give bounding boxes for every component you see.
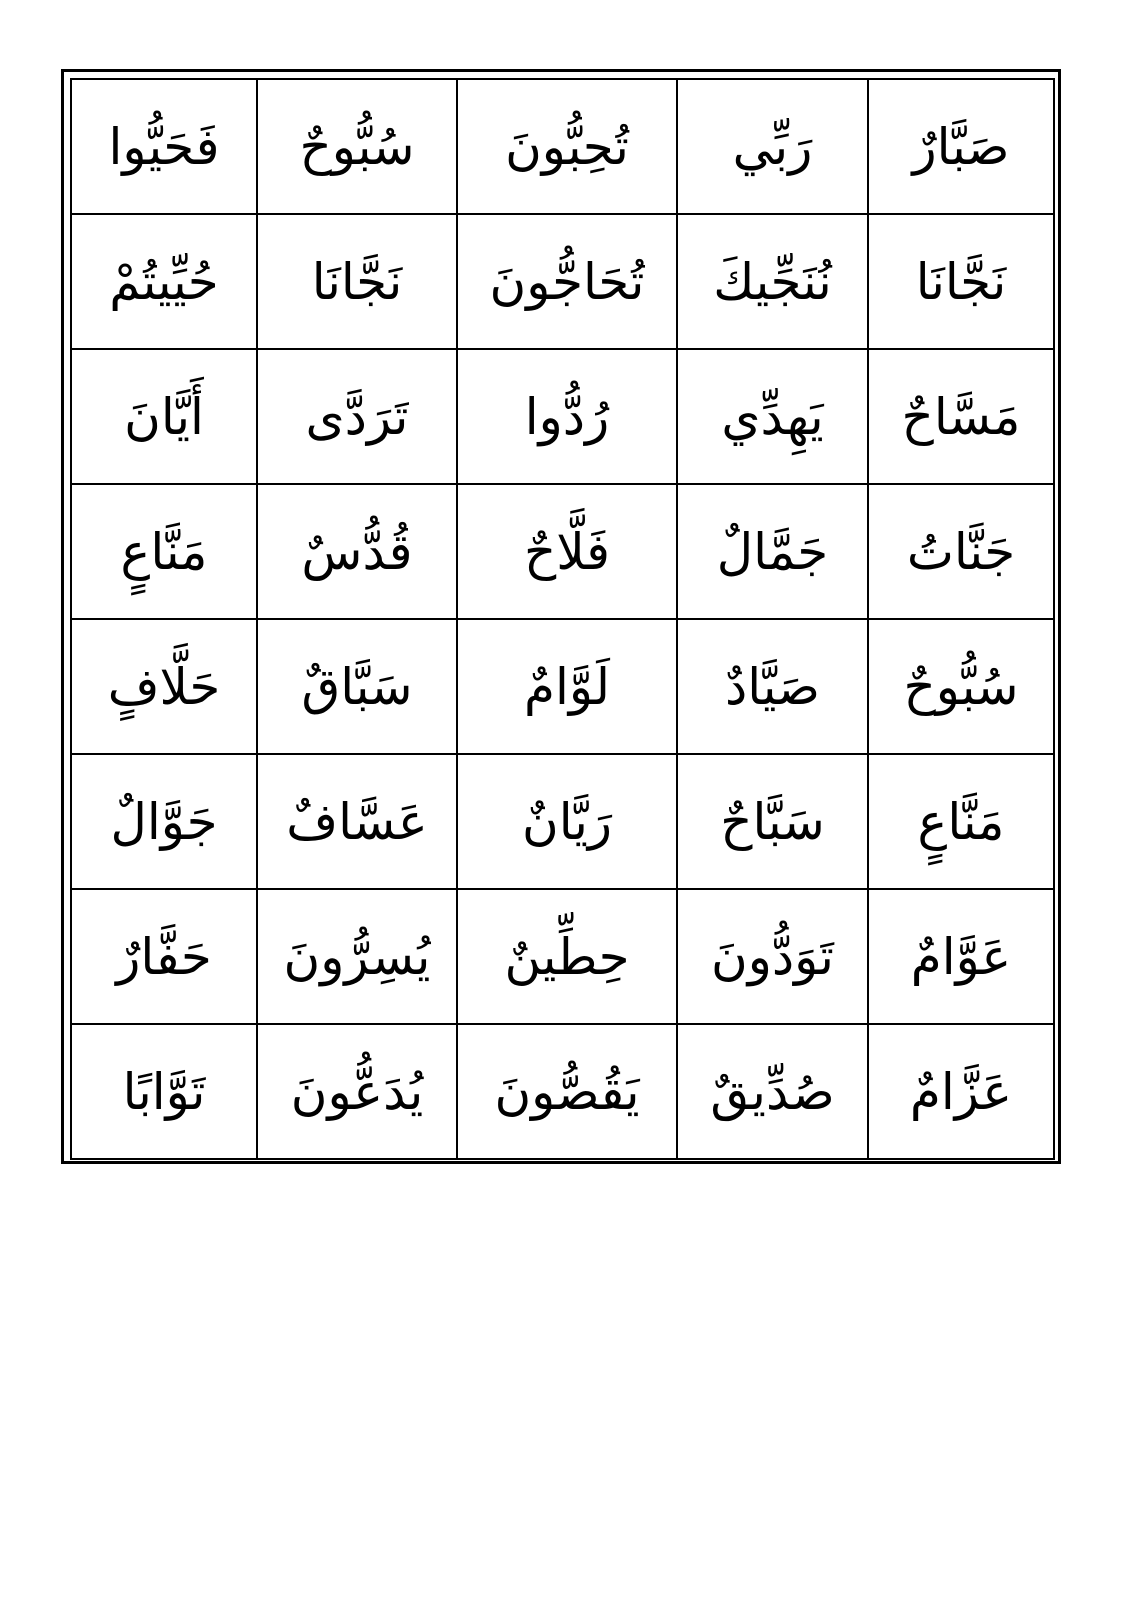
word-cell: رُدُّوا xyxy=(457,349,677,484)
word-cell: صُدِّيقٌ xyxy=(677,1024,868,1159)
table-row xyxy=(71,1024,1054,1159)
word-cell: لَوَّامٌ xyxy=(457,619,677,754)
word-cell: رَيَّانٌ xyxy=(457,754,677,889)
table-row xyxy=(71,484,1054,619)
word-cell: عَزَّامٌ xyxy=(868,1024,1054,1159)
word-cell: نَجَّانَا xyxy=(868,214,1054,349)
word-cell: جَمَّالٌ xyxy=(677,484,868,619)
word-cell: عَوَّامٌ xyxy=(868,889,1054,1024)
word-cell: صَبَّارٌ xyxy=(868,79,1054,214)
word-cell: تُحَاجُّونَ xyxy=(457,214,677,349)
word-cell: حَلَّافٍ xyxy=(71,619,257,754)
word-cell: جَنَّاتُ xyxy=(868,484,1054,619)
word-cell: جَوَّالٌ xyxy=(71,754,257,889)
word-cell: حُيِّيتُمْ xyxy=(71,214,257,349)
word-cell: نَجَّانَا xyxy=(257,214,457,349)
word-cell: يُدَعُّونَ xyxy=(257,1024,457,1159)
table-row xyxy=(71,214,1054,349)
word-cell: صَيَّادٌ xyxy=(677,619,868,754)
word-cell: مَنَّاعٍ xyxy=(868,754,1054,889)
word-cell: يُسِرُّونَ xyxy=(257,889,457,1024)
word-cell: فَلَّاحٌ xyxy=(457,484,677,619)
word-cell: مَنَّاعٍ xyxy=(71,484,257,619)
worksheet-frame xyxy=(61,69,1061,1164)
word-cell: سَبَّاحٌ xyxy=(677,754,868,889)
word-cell: يَهِدِّي xyxy=(677,349,868,484)
word-cell: تَوَّابًا xyxy=(71,1024,257,1159)
word-cell: يَقُصُّونَ xyxy=(457,1024,677,1159)
word-cell: عَسَّافٌ xyxy=(257,754,457,889)
table-row xyxy=(71,349,1054,484)
word-cell: فَحَيُّوا xyxy=(71,79,257,214)
word-cell: رَبِّي xyxy=(677,79,868,214)
table-row xyxy=(71,619,1054,754)
word-cell: تَرَدَّى xyxy=(257,349,457,484)
word-cell: حِطِّينٌ xyxy=(457,889,677,1024)
word-grid-body xyxy=(71,79,1054,1159)
word-cell: تُحِبُّونَ xyxy=(457,79,677,214)
word-cell: سُبُّوحٌ xyxy=(868,619,1054,754)
word-cell: نُنَجِّيكَ xyxy=(677,214,868,349)
word-cell: حَفَّارٌ xyxy=(71,889,257,1024)
word-grid xyxy=(70,78,1055,1160)
word-cell: قُدُّسٌ xyxy=(257,484,457,619)
word-cell: أَيَّانَ xyxy=(71,349,257,484)
table-row xyxy=(71,754,1054,889)
word-cell: سَبَّاقٌ xyxy=(257,619,457,754)
table-row xyxy=(71,79,1054,214)
word-cell: سُبُّوحٌ xyxy=(257,79,457,214)
table-row xyxy=(71,889,1054,1024)
word-cell: تَوَدُّونَ xyxy=(677,889,868,1024)
word-cell: مَسَّاحٌ xyxy=(868,349,1054,484)
